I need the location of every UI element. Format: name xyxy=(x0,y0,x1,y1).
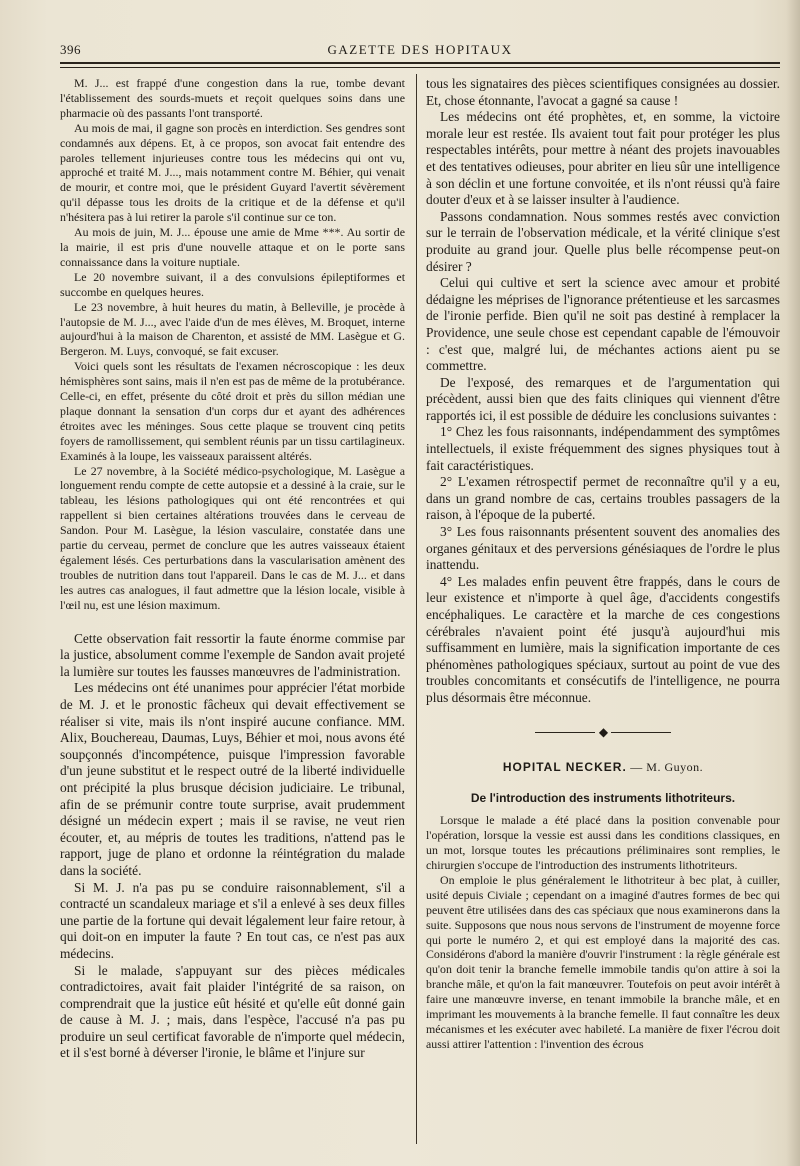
paragraph: Au mois de mai, il gagne son procès en interdiction. Ses gendres sont condamnés aux dépens. Et, à ce propos, son avocat fait entendre des paroles tellement injurieuses contre tous les médecins qui ont vu, approché et traité M. J..., mais notamment contre M. Béhier, qui venait de mourir, et contre moi, que le président Guyard l'avertit sévèrement qu'il dépasse tous les droits de la critique et de la défense et qu'il n'hésitera pas à lui retirer la parole s'il continue sur ce ton. xyxy=(60,120,405,225)
diamond-ornament-icon: ◆ xyxy=(598,725,608,740)
paragraph: Voici quels sont les résultats de l'examen nécroscopique : les deux hémisphères sont sains, mais il n'en est pas de même de la protubérance. Celle-ci, en effet, présente du côté droit et près du sillon médian une plaque donnant la sensation d'un corps dur et ayant des adhérences étroites avec les méninges. Sous cette plaque se trouvent cinq petits foyers de ramollissement, qui semblent réunis par un tissu cartilagineux. Examinés à la loupe, les vaisseaux paraissent altérés. xyxy=(60,359,405,463)
paragraph: Les médecins ont été unanimes pour apprécier l'état morbide de M. J. et le pronostic fâcheux qui devait effectivement se réaliser si vite, mais ils n'ont inspiré aucune confiance. MM. Alix, Bouchereau, Daumas, Luys, Béhier et moi, nous avons été soupçonnés d'incompétence, puisque l'impression favorable d'un jeune substitut et le respect outré de la liberté individuelle ont précipité la plus brusque décision judiciaire. Le tribunal, afin de se prémunir contre toute surprise, avait prudemment désigné un médecin expert ; mais il se ravise, ne veut rien écouter, et, au mépris de toutes les traditions, n'attend pas le rapport, juge de plano et ordonne la réintégration du malade dans la société. xyxy=(60,680,405,878)
conclusion-item: 4° Les malades enfin peuvent être frappés, dans le cours de leur existence et n'importe à quel âge, d'accidents congestifs encéphaliques. Le caractère et la marche de ces congestions cérébrales n'avaient point été jusqu'à aujourd'hui mis suffisamment en lumière, mais la signification importante de ces phénomènes pathologiques spéciaux, surtout au point de vue des troubles concomitants et consécutifs de l'intelligence, ne pourra plus désormais être méconnue. xyxy=(426,573,780,705)
spacer xyxy=(60,613,405,631)
left-small-text xyxy=(60,76,405,613)
paragraph: M. J... est frappé d'une congestion dans la rue, tombe devant l'établissement des sourds-muets et reçoit quelques soins dans une pharmacie où des passants l'ont transporté. xyxy=(60,76,405,120)
paragraph: On emploie le plus généralement le lithotriteur à bec plat, à cuiller, usité depuis Civiale ; cependant on a imaginé d'autres formes de bec qui peuvent être utilisées dans des cas spéciaux que nous examinerons dans la suite. Supposons que nous nous servons de l'instrument de moyenne force qui porte le numéro 2, et qui est employé dans la majorité des cas. Considérons d'abord la manière d'ouvrir l'instrument : la règle générale est qu'on doit tenir la branche femelle immobile tandis qu'on attire à soi la branche mâle, et qu'on la fait manœuvrer. Toutefois on peut avoir intérêt à faire une manœuvre inverse, en tenant immobile la branche mâle, et en imprimant les mouvements à la branche femelle. Il faut connaître les deux mécanismes et les exécuter avec habileté. La manière de fixer l'écrou doit aussi attirer l'attention : l'invention des écrous xyxy=(426,872,780,1051)
paragraph: Le 20 novembre suivant, il a des convulsions épileptiformes et succombe en quelques heures. xyxy=(60,269,405,299)
paragraph: Le 27 novembre, à la Société médico-psychologique, M. Lasègue a longuement rendu compte de cette autopsie et a dessiné à la craie, sur le tableau, les lésions pathologiques qui ont été rencontrées et qui rappellent si bien certaines altérations trouvées dans le cerveau de Sandon. Pour M. Lasègue, la lésion vasculaire, constatée dans une partie du cerveau, permet de conclure que les autres vaisseaux étaient également lésés. Ces perturbations dans la vascularisation amènent des troubles de nutrition dans tout l'appareil. Dans le cas de M. J... et dans les autres cas analogues, il faut admettre que la lésion locale, visible à l'œil nu, est une lésion maximum. xyxy=(60,463,405,612)
paragraph: De l'exposé, des remarques et de l'argumentation qui précèdent, aussi bien que des faits cliniques qui viennent d'être rapportés ici, il est possible de déduire les conclusions suivantes : xyxy=(426,374,780,423)
right-large-text xyxy=(426,76,780,707)
paragraph: Cette observation fait ressortir la faute énorme commise par la justice, absolument comme l'exemple de Sandon avait projeté la lumière sur toutes les fausses manœuvres de l'administration. xyxy=(60,630,405,679)
page-header xyxy=(60,38,780,60)
section-title: HOPITAL NECKER. xyxy=(502,760,627,775)
conclusion-item: 2° L'examen rétrospectif permet de reconnaître qu'il y a eu, dans un grand nombre de cas, certains troubles passagers de la raison, à l'époque de la puberté. xyxy=(426,474,780,523)
separator-line xyxy=(535,732,595,733)
paragraph: Si le malade, s'appuyant sur des pièces médicales contradictoires, avait fait plaider l'intégrité de sa raison, on comprendrait que la justice eût hésité et qu'elle eût donné gain de cause à M. J. ; mais, dans l'espèce, l'accusé n'a pas pu produire un seul certificat favorable de n'importe quel médecin, et il s'est borné à déverser l'ironie, le blâme et l'injure sur xyxy=(60,962,405,1061)
paragraph: Au mois de juin, M. J... épouse une amie de Mme ***. Au sortir de la mairie, il est pris d'une nouvelle attaque et on le porte sans connaissance dans la voiture nuptiale. xyxy=(60,225,405,269)
header-rule-thick xyxy=(60,62,780,64)
section-subtitle: De l'introduction des instruments lithotriteurs. xyxy=(470,791,736,806)
paragraph: Le 23 novembre, à huit heures du matin, à Belleville, je procède à l'autopsie de M. J..., avec l'aide d'un de mes élèves, M. Broquet, interne aujourd'hui à la maison de Charenton, et assisté de MM. Lasègue et G. Bergeron. M. Luys, convoqué, se fait excuser. xyxy=(60,299,405,359)
header-rule-thin xyxy=(60,67,780,68)
paragraph: Lorsque le malade a été placé dans la position convenable pour l'opération, lorsque la vessie est aussi dans les conditions classiques, en un mot, lorsque toutes les précautions préliminaires sont remplies, le chirurgien s'occupe de l'introduction des instruments lithotriteurs. xyxy=(426,813,780,873)
running-title: GAZETTE DES HOPITAUX xyxy=(327,42,513,57)
page-edge-shadow xyxy=(786,0,800,1166)
paragraph: Si M. J. n'a pas pu se conduire raisonnablement, s'il a contracté un scandaleux mariage et s'il a enlevé à ses deux filles une partie de la fortune qui devait légalement leur faire retour, à qui doit-on en imputer la faute ? En tout cas, ce n'est pas aux médecins. xyxy=(60,879,405,961)
right-column xyxy=(426,76,780,1052)
paragraph: tous les signataires des pièces scientifiques consignées au dossier. Et, chose étonnante, l'avocat a gagné sa cause ! xyxy=(426,76,780,108)
section-separator xyxy=(426,725,780,741)
page-number: 396 xyxy=(60,42,81,57)
left-column xyxy=(60,76,405,1062)
separator-line xyxy=(611,732,671,733)
section-author: — M. Guyon. xyxy=(630,760,704,775)
left-large-text xyxy=(60,631,405,1062)
conclusion-item: 3° Les fous raisonnants présentent souvent des anomalies des organes génitaux et des perversions génésiaques de l'ordre le plus inattendu. xyxy=(426,524,780,573)
right-small-text xyxy=(426,813,780,1052)
paragraph: Les médecins ont été prophètes, et, en somme, la victoire morale leur est restée. Ils avaient tout fait pour protéger les plus respectables intérêts, pour mettre à néant des projets inavouables et des tentatives odieuses, pour abriter en lieu sûr une intelligence à son déclin et une fortune convoitée, et ils n'ont réussi qu'à faire douter d'eux et à se laisser insulter à l'audience. xyxy=(426,109,780,208)
paragraph: Passons condamnation. Nous sommes restés avec conviction sur le terrain de l'observation médicale, et la vérité clinique s'est produite au grand jour. Quelle plus belle récompense peut-on désirer ? xyxy=(426,208,780,274)
column-divider xyxy=(416,74,417,1144)
section-heading xyxy=(426,760,780,775)
paragraph: Celui qui cultive et sert la science avec amour et probité dédaigne les méprises de l'ignorance prétentieuse et les sarcasmes de l'ironie perfide. Bien qu'il ne soit pas destiné à remplacer la Providence, une seule chose est cependant capable de l'émouvoir : c'est que, malgré lui, de méchantes actions aient pu se commettre. xyxy=(426,275,780,374)
conclusion-item: 1° Chez les fous raisonnants, indépendamment des symptômes intellectuels, il existe fréquemment des signes physiques tout à fait caractéristiques. xyxy=(426,424,780,473)
